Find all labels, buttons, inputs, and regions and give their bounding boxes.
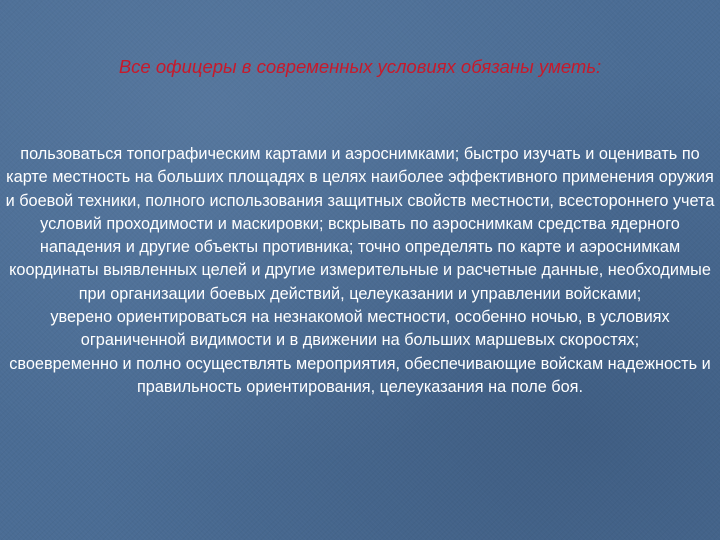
paragraph-orientation: уверено ориентироваться на незнакомой местности, особенно ночью, в условиях ограниченной видимости и в движении на больших маршевых скоростях; <box>50 308 670 350</box>
paragraph-measures: своевременно и полно осуществлять мероприятия, обеспечивающие войскам надежность и правильность ориентирования, целеуказания на поле боя. <box>9 354 711 396</box>
paragraph-map-skills: пользоваться топографическим картами и аэроснимками; быстро изучать и оценивать по карте местность на больших площадях в целях наиболее эффективного применения оружия и боевой техники, полного использования защитных свойств местности, всестороннего учета условий проходимости и маскировки; вскрывать по аэроснимкам средства ядерного нападения и другие объекты противника; точно определять по карте и аэроснимкам координаты выявленных целей и другие измерительные и расчетные данные, необходимые при организации боевых действий, целеуказании и управлении войсками; <box>5 145 715 303</box>
slide-body <box>2 143 718 399</box>
slide-title: Все офицеры в современных условиях обязаны уметь: <box>118 56 602 77</box>
